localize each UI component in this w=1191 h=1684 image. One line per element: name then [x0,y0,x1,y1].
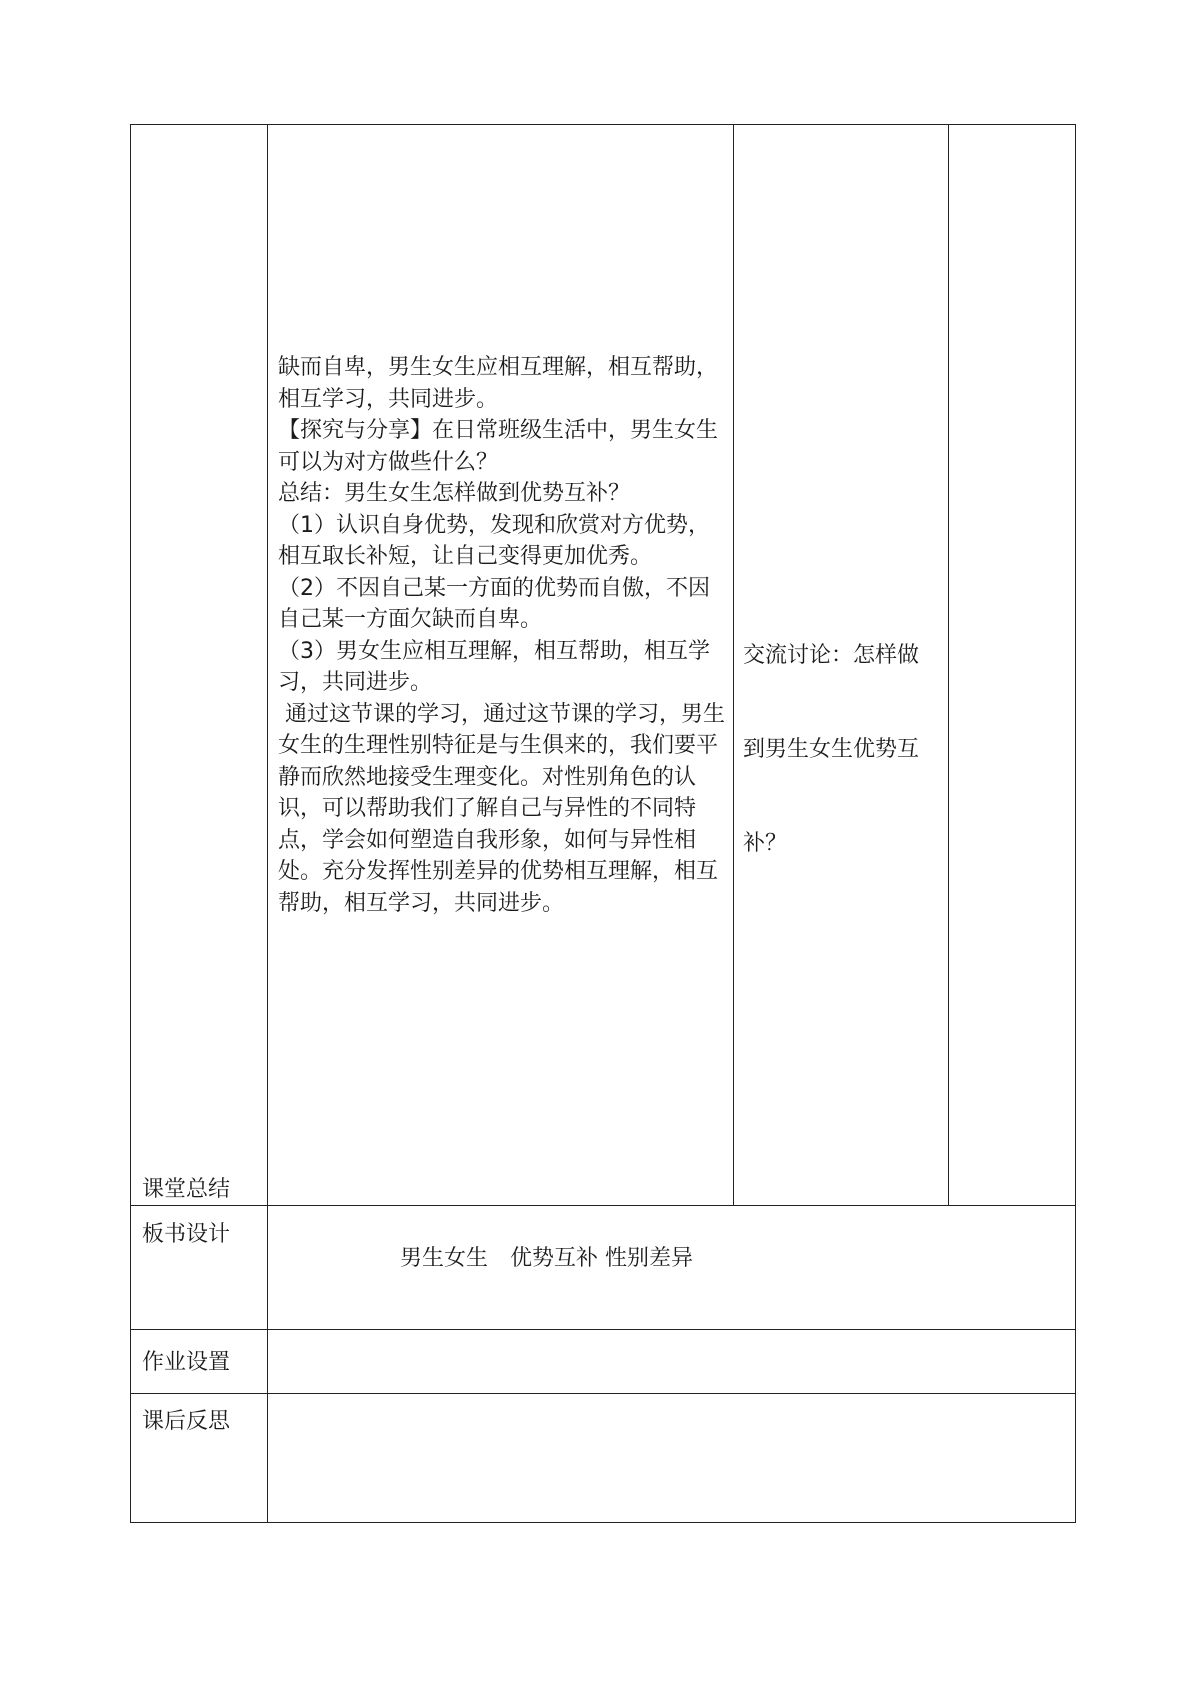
homework-row [131,1330,1076,1394]
content-paragraph: 通过这节课的学习，通过这节课的学习，男生女生的生理性别特征是与生俱来的，我们要平静而欣然地接受生理变化。对性别角色的认识，可以帮助我们了解自己与异性的不同特点，学会如何塑造自我形象，如何与异性相处。充分发挥性别差异的优势相互理解，相互帮助，相互学习，共同进步。 [278,701,726,916]
board-design-label-cell [131,1206,268,1330]
board-design-content-cell [268,1206,1076,1330]
homework-content-cell [268,1330,1076,1394]
summary-label-cell [131,125,268,1206]
content-paragraph: 缺而自卑，男生女生应相互理解，相互帮助，相互学习，共同进步。 [278,355,719,412]
student-activity-text: 交流讨论：怎样做到男生女生优势互补？ [743,643,920,856]
reflection-label: 课后反思 [142,1409,231,1434]
student-activity-cell [734,125,949,1206]
board-design-row [131,1206,1076,1330]
summary-content-cell [268,125,734,1206]
summary-label: 课堂总结 [142,1177,231,1202]
reflection-row [131,1394,1076,1523]
board-design-label: 板书设计 [142,1222,231,1247]
content-paragraph: 【探究与分享】在日常班级生活中，男生女生可以为对方做些什么？ [278,418,719,475]
reflection-content-cell [268,1394,1076,1523]
board-design-text: 男生女生 优势互补 性别差异 [400,1246,693,1271]
content-paragraph: （3）男女生应相互理解，相互帮助，相互学习，共同进步。 [278,638,710,695]
lesson-plan-table [130,124,1076,1523]
summary-row [131,125,1076,1206]
content-paragraph: 总结：男生女生怎样做到优势互补？ [278,481,631,506]
content-paragraph: （2）不因自己某一方面的优势而自傲，不因自己某一方面欠缺而自卑。 [278,575,710,632]
homework-label-cell [131,1330,268,1394]
reflection-label-cell [131,1394,268,1523]
content-paragraph: （1）认识自身优势，发现和欣赏对方优势，相互取长补短，让自己变得更加优秀。 [278,512,710,569]
notes-cell [949,125,1076,1206]
homework-label: 作业设置 [142,1350,231,1375]
